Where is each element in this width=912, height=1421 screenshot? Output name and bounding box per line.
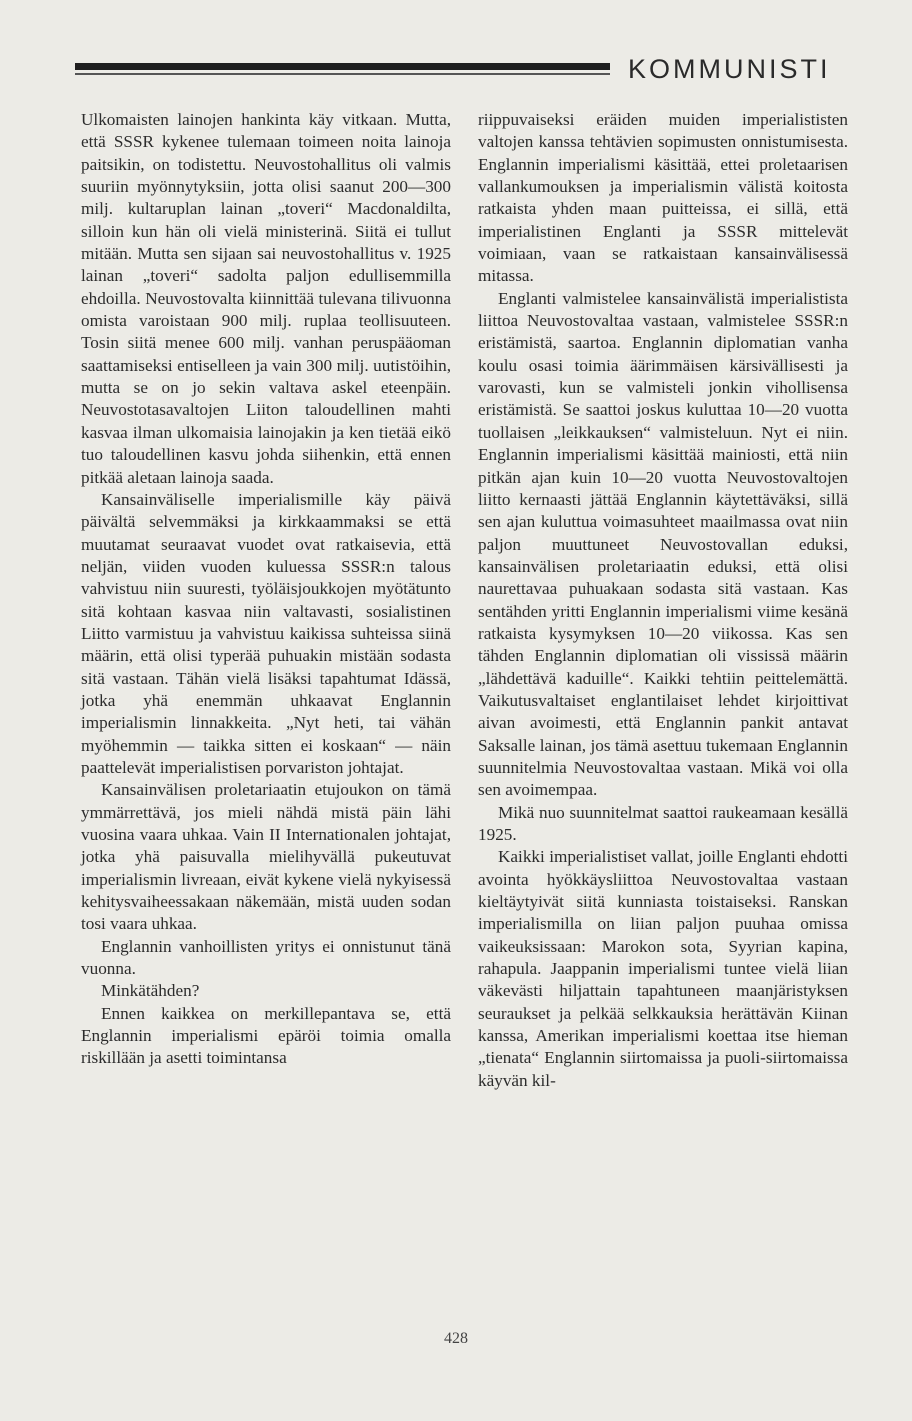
paragraph: Ennen kaikkea on merkillepantava se, että Englannin imperialismi epäröi toimia omalla riskillään ja asetti toimintansa — [81, 1003, 451, 1068]
paragraph: Englannin vanhoillisten yritys ei onnistunut tänä vuonna. — [81, 936, 451, 979]
journal-title: KOMMUNISTI — [628, 54, 831, 84]
right-column — [478, 109, 848, 1092]
paragraph: Kansainväliselle imperialismille käy päivä päivältä selvemmäksi ja kirkkaammaksi se että muutamat seuraavat vuodet ovat ratkaisevia, että neljän, viiden vuoden kuluessa SSSR:n talous vahvistuu niin suuresti, työläisjoukkojen myötätunto sitä kohtaan kasvaa niin valtavasti, sosialistinen Liitto varmistuu ja vahvistuu kaikissa suhteissa siinä määrin, että olisi typerää puhuakin mistään sodasta sitä vastaan. Tähän vielä lisäksi tapahtumat Idässä, jotka yhä enemmän uhkaavat Englannin imperialismin linnakkeita. „Nyt heti, tai vähän myöhemmin — taikka sitten ei koskaan“ — näin paattelevät imperialistisen porvariston johtajat. — [81, 489, 451, 777]
paragraph: Mikä nuo suunnitelmat saattoi raukeamaan kesällä 1925. — [478, 802, 848, 844]
paragraph: Englanti valmistelee kansainvälistä imperialistista liittoa Neuvostovaltaa vastaan, valmistelee SSSR:n eristämistä, saartoa. Englannin diplomatian vanha koulu osasi toimia äärimmäisen kärsivällisesti ja varovasti, kun se valmisteli jonkin vihollisensa eristämistä. Se saattoi joskus kuluttaa 10—20 vuotta tuollaisen „leikkauksen“ valmisteluun. Nyt ei niin. Englannin imperialismi käsittää mainiosti, että niin pitkän ajan kuin 10—20 vuotta Neuvostovaltojen liitto kernaasti jättää Englannin käytettäväksi, sillä sen ajan kuluttua voimasuhteet maailmassa ovat niin paljon muuttuneet Neuvostovallan eduksi, kansainvälisen proletariaatin eduksi, että olisi naurettavaa puhuakaan sodasta sitä vastaan. Kas sentähden yritti Englannin imperialismi viime kesänä ratkaista kysymyksen 10—20 viikossa. Kas sen tähden Englannin diplomatian oli vississä määrin „lähdettävä kaduille“. Kaikki tehtiin peittelemättä. Vaikutusvaltaiset englantilaiset lehdet kirjoittivat aivan avoimesti, että Englannin pankit antavat Saksalle lainan, jos tämä asettuu tukemaan Englannin suunnitelmia Neuvostovaltaa vastaan. Mikä voi olla sen avoimempaa. — [478, 288, 848, 800]
paragraph: Kansainvälisen proletariaatin etujoukon on tämä ymmärrettävä, jos mieli nähdä mistä päin lähi vuosina vaara uhkaa. Vain II Internationalen johtajat, jotka yhä paisuvalla mielihyvällä pukeutuvat imperialismin livreaan, eivät kykene vielä nykyisessä kehitysvaiheessakaan näkemään, mistä uuden sodan tosi vaara uhkaa. — [81, 780, 451, 934]
paragraph: riippuvaiseksi eräiden muiden imperialististen valtojen kanssa tehtävien sopimusten onnistumisesta. Englannin imperialismi käsittää, ettei proletaarisen vallankumouksen ja imperialismin välistä koitosta ratkaista yhden maan puitteissa, ei sillä, että imperialistinen Englanti ja SSSR mittelevät voimiaan, vaan se ratkaistaan kansainvälisessä mitassa. — [478, 110, 848, 286]
page-number: 428 — [444, 1330, 468, 1347]
left-column — [81, 109, 451, 1070]
paragraph: Ulkomaisten lainojen hankinta käy vitkaan. Mutta, että SSSR kykenee tulemaan toimeen noita lainoja paitsikin, on todistettu. Neuvostohallitus oli valmis suuriin myönnytyksiin, jotta olisi saanut 200—300 milj. kultaruplan lainan „toveri“ Macdonaldilta, silloin kun hän oli vielä ministerinä. Siitä ei tullut mitään. Mutta sen sijaan sai neuvostohallitus v. 1925 lainan „toveri“ sadolta paljon edullisemmilla ehdoilla. Neuvostovalta kiinnittää tulevana tilivuonna omista varoistaan 900 milj. ruplaa teollisuuteen. Tosin siitä menee 600 milj. vanhan peruspääoman saattamiseksi entiselleen ja vain 300 milj. uutistöihin, mutta se on jo sekin valtava askel eteenpäin. Neuvostotasavaltojen Liiton taloudellinen mahti kasvaa ilman ulkomaisia lainojakin ja ken tietää eikö tuo taloudellinen kasvu johda siihenkin, että ennen pitkää aletaan lainoja saada. — [81, 110, 451, 487]
paragraph: Minkätähden? — [101, 981, 200, 1001]
header-rule — [75, 63, 610, 70]
paragraph: Kaikki imperialistiset vallat, joille Englanti ehdotti avointa hyökkäysliittoa Neuvostovaltaa vastaan kieltäytyivät siitä kunniasta toistaiseksi. Ranskan imperialismilla on liian paljon puuhaa omissa vaikeuksissaan: Marokon sota, Syyrian kapina, rahapula. Jaappanin imperialismi tuntee vielä liian väkevästi hiljattain tapahtuneen maanjäristyksen seuraukset ja pelkää selkkauksia herättävän Kiinan kanssa, Amerikan imperialismi koettaa itse hieman „tienata“ Englannin siirtomaissa ja puoli-siirtomaissa käyvän kil- — [478, 847, 848, 1090]
